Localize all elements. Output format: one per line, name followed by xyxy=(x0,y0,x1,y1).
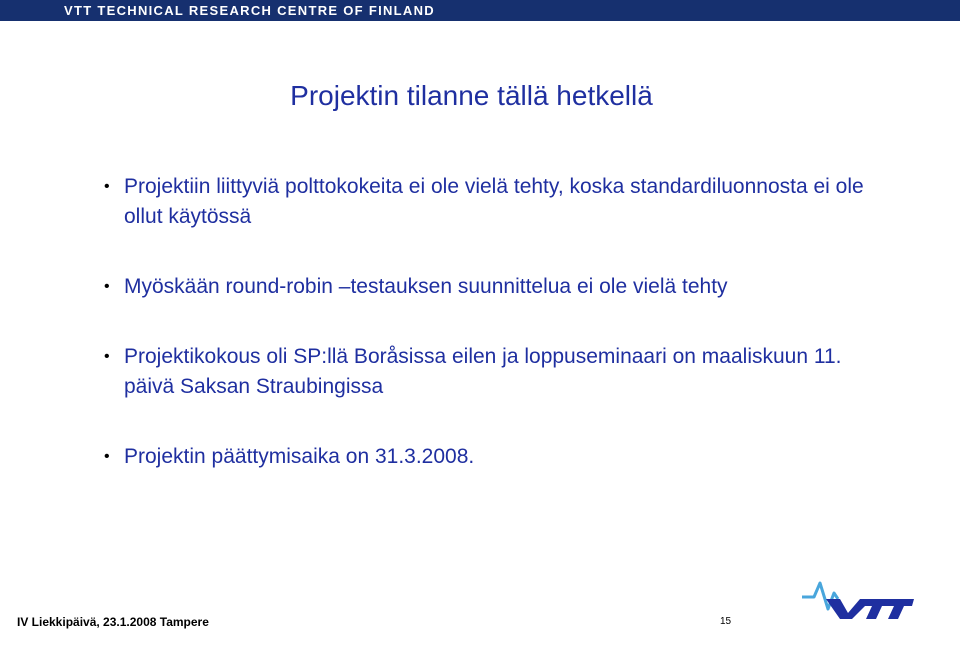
bullet-item xyxy=(104,342,864,402)
header-org-name: VTT TECHNICAL RESEARCH CENTRE OF FINLAND xyxy=(64,3,435,18)
bullet-list xyxy=(104,172,864,472)
page-number: 15 xyxy=(720,616,732,627)
vtt-logo-icon xyxy=(800,575,915,623)
bullet-dot-icon: • xyxy=(104,348,110,365)
bullet-dot-icon: • xyxy=(104,178,110,195)
bullet-text: Projektikokous oli SP:llä Boråsissa eilen ja loppuseminaari on maaliskuun 11. päivä Saksan Straubingissa xyxy=(124,345,842,398)
bullet-text: Myöskään round-robin –testauksen suunnittelua ei ole vielä tehty xyxy=(124,275,728,298)
bullet-text: Projektin päättymisaika on 31.3.2008. xyxy=(124,445,475,468)
bullet-dot-icon: • xyxy=(104,278,110,295)
slide-title: Projektin tilanne tällä hetkellä xyxy=(290,80,653,111)
bullet-item xyxy=(104,272,864,302)
header-bar xyxy=(0,0,960,21)
bullet-dot-icon: • xyxy=(104,448,110,465)
logo-letter-t2 xyxy=(884,599,914,619)
footer-event: IV Liekkipäivä, 23.1.2008 Tampere xyxy=(17,615,209,629)
bullet-item xyxy=(104,172,864,232)
bullet-item xyxy=(104,442,864,472)
bullet-text: Projektiin liittyviä polttokokeita ei ole vielä tehty, koska standardiluonnosta ei ole ollut käytössä xyxy=(124,175,864,228)
